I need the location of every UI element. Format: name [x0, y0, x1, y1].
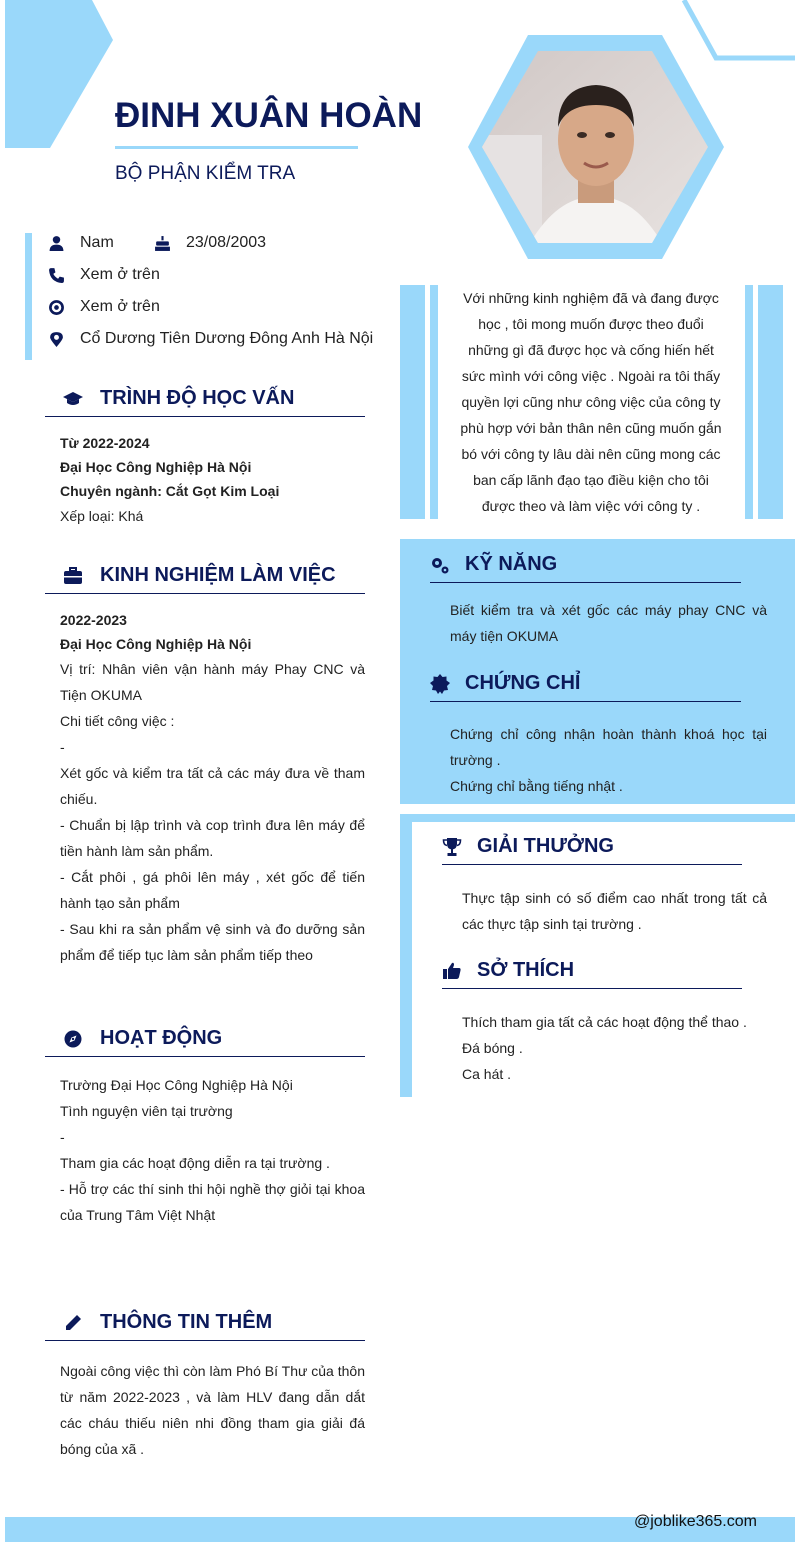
awards-text: Thực tập sinh có số điểm cao nhất trong tất cả các thực tập sinh tại trường . [462, 890, 767, 932]
certificate-item: Chứng chỉ bằng tiếng nhật . [450, 778, 623, 794]
contact-phone-row [48, 263, 160, 287]
education-school: Đại Học Công Nghiệp Hà Nội [60, 459, 252, 475]
objective-bar-left-inner [430, 285, 438, 519]
skills-text: Biết kiểm tra và xét gốc các máy phay CNC và máy tiện OKUMA [450, 602, 767, 644]
footer-brand[interactable]: @joblike365.com [634, 1513, 757, 1530]
activities-title: HOẠT ĐỘNG [100, 1027, 223, 1049]
awards-panel-left-border [400, 814, 412, 1097]
education-period: Từ 2022-2024 [60, 435, 150, 451]
contact-accent-bar [25, 233, 32, 360]
contact-birthday-row [154, 231, 266, 255]
hobby-item: Thích tham gia tất cả các hoạt động thể thao . [462, 1014, 747, 1030]
hobbies-title: SỞ THÍCH [477, 959, 575, 981]
experience-detail-label: Chi tiết công việc : [60, 713, 175, 729]
hobby-item: Đá bóng . [462, 1040, 523, 1056]
experience-line: Xét gốc và kiểm tra tất cả các máy đưa về tham chiếu. [60, 765, 365, 807]
objective-bar-right-inner [745, 285, 753, 519]
experience-company: Đại Học Công Nghiệp Hà Nội [60, 636, 252, 652]
top-left-decoration [0, 0, 120, 150]
experience-period: 2022-2023 [60, 612, 127, 628]
address-value: Cổ Dương Tiên Dương Đông Anh Hà Nội [80, 330, 374, 347]
activities-line: - Hỗ trợ các thí sinh thi hội nghề thợ giỏi tại khoa của Trung Tâm Việt Nhật [60, 1181, 365, 1223]
more-info-text: Ngoài công việc thì còn làm Phó Bí Thư của thôn từ năm 2022-2023 , và làm HLV đang dẫn dắt các cháu thiếu niên nhi đồng tham gia giải đá bóng của xã . [60, 1363, 365, 1457]
objective-text: Với những kinh nghiệm đã và đang được học , tôi mong muốn được theo đuổi những gì đã được học và cống hiến hết sức mình với công việc . Ngoài ra tôi thấy quyền lợi cũng như công việc của công ty phù hợp với bản thân nên cũng muốn gắn bó với công ty lâu dài nên cũng mong các ban cấp lãnh đạo tạo điều kiện cho tôi được theo và làm việc với công ty . [460, 290, 722, 514]
phone-icon [48, 267, 65, 284]
experience-title: KINH NGHIỆM LÀM VIỆC [100, 564, 336, 586]
contact-gender-row [48, 231, 114, 255]
experience-line: - Chuẩn bị lập trình và cop trình đưa lên máy để tiền hành làm sản phẩm. [60, 817, 365, 859]
gears-icon [430, 555, 450, 575]
activities-line: Tham gia các hoạt động diễn ra tại trường . [60, 1155, 330, 1171]
awards-panel-top-border [400, 814, 795, 822]
awards-heading [442, 829, 742, 865]
education-content [60, 431, 365, 529]
user-icon [48, 235, 65, 252]
avatar [466, 35, 726, 260]
activities-heading [45, 1021, 365, 1057]
skills-title: KỸ NĂNG [465, 553, 558, 575]
objective-bar-left-outer [400, 285, 425, 519]
thumbs-up-icon [442, 961, 462, 981]
certificates-heading [430, 666, 741, 702]
graduation-cap-icon [63, 389, 83, 409]
at-icon [48, 299, 65, 316]
experience-line: - Cắt phôi , gá phôi lên máy , xét gốc để tiến hành tạo sản phẩm [60, 869, 365, 911]
certificate-item: Chứng chỉ công nhận hoàn thành khoá học tại trường . [450, 726, 767, 768]
activities-dash: - [60, 1129, 65, 1145]
birthday-value: 23/08/2003 [186, 234, 267, 251]
activities-org: Trường Đại Học Công Nghiệp Hà Nội [60, 1077, 293, 1093]
email-value: Xem ở trên [80, 298, 160, 315]
cake-icon [154, 235, 171, 252]
education-major: Chuyên ngành: Cắt Gọt Kim Loại [60, 483, 280, 499]
compass-icon [63, 1029, 83, 1049]
awards-title: GIẢI THƯỞNG [477, 835, 614, 857]
skills-heading [430, 547, 741, 583]
experience-position: Vị trí: Nhân viên vận hành máy Phay CNC và Tiện OKUMA [60, 661, 365, 703]
map-marker-icon [48, 331, 65, 348]
certificates-title: CHỨNG CHỈ [465, 672, 581, 694]
name-underline [115, 146, 358, 149]
certificates-content [450, 721, 767, 799]
contact-address-row [48, 327, 373, 351]
education-title: TRÌNH ĐỘ HỌC VẤN [100, 387, 295, 409]
experience-line: - Sau khi ra sản phẩm vệ sinh và đo dưỡng sản phẩm để tiếp tục làm sản phẩm tiếp theo [60, 921, 365, 963]
trophy-icon [442, 837, 462, 857]
activities-role: Tình nguyện viên tại trường [60, 1103, 233, 1119]
hobby-item: Ca hát . [462, 1066, 512, 1082]
pencil-icon [63, 1313, 83, 1333]
contact-email-row [48, 295, 160, 319]
education-heading [45, 381, 365, 417]
experience-heading [45, 558, 365, 594]
candidate-name: ĐINH XUÂN HOÀN [115, 96, 423, 135]
phone-value: Xem ở trên [80, 266, 160, 283]
hobbies-heading [442, 953, 742, 989]
more-info-title: THÔNG TIN THÊM [100, 1311, 273, 1333]
education-grade: Xếp loại: Khá [60, 508, 144, 524]
candidate-role: BỘ PHẬN KIỂM TRA [115, 163, 296, 184]
experience-dash: - [60, 739, 65, 755]
briefcase-icon [63, 566, 83, 586]
hobbies-content [462, 1009, 767, 1087]
experience-content [60, 608, 365, 968]
more-info-heading [45, 1305, 365, 1341]
certificate-icon [430, 674, 450, 694]
activities-content [60, 1072, 365, 1228]
objective-bar-right-outer [758, 285, 783, 519]
gender-value: Nam [80, 234, 114, 251]
